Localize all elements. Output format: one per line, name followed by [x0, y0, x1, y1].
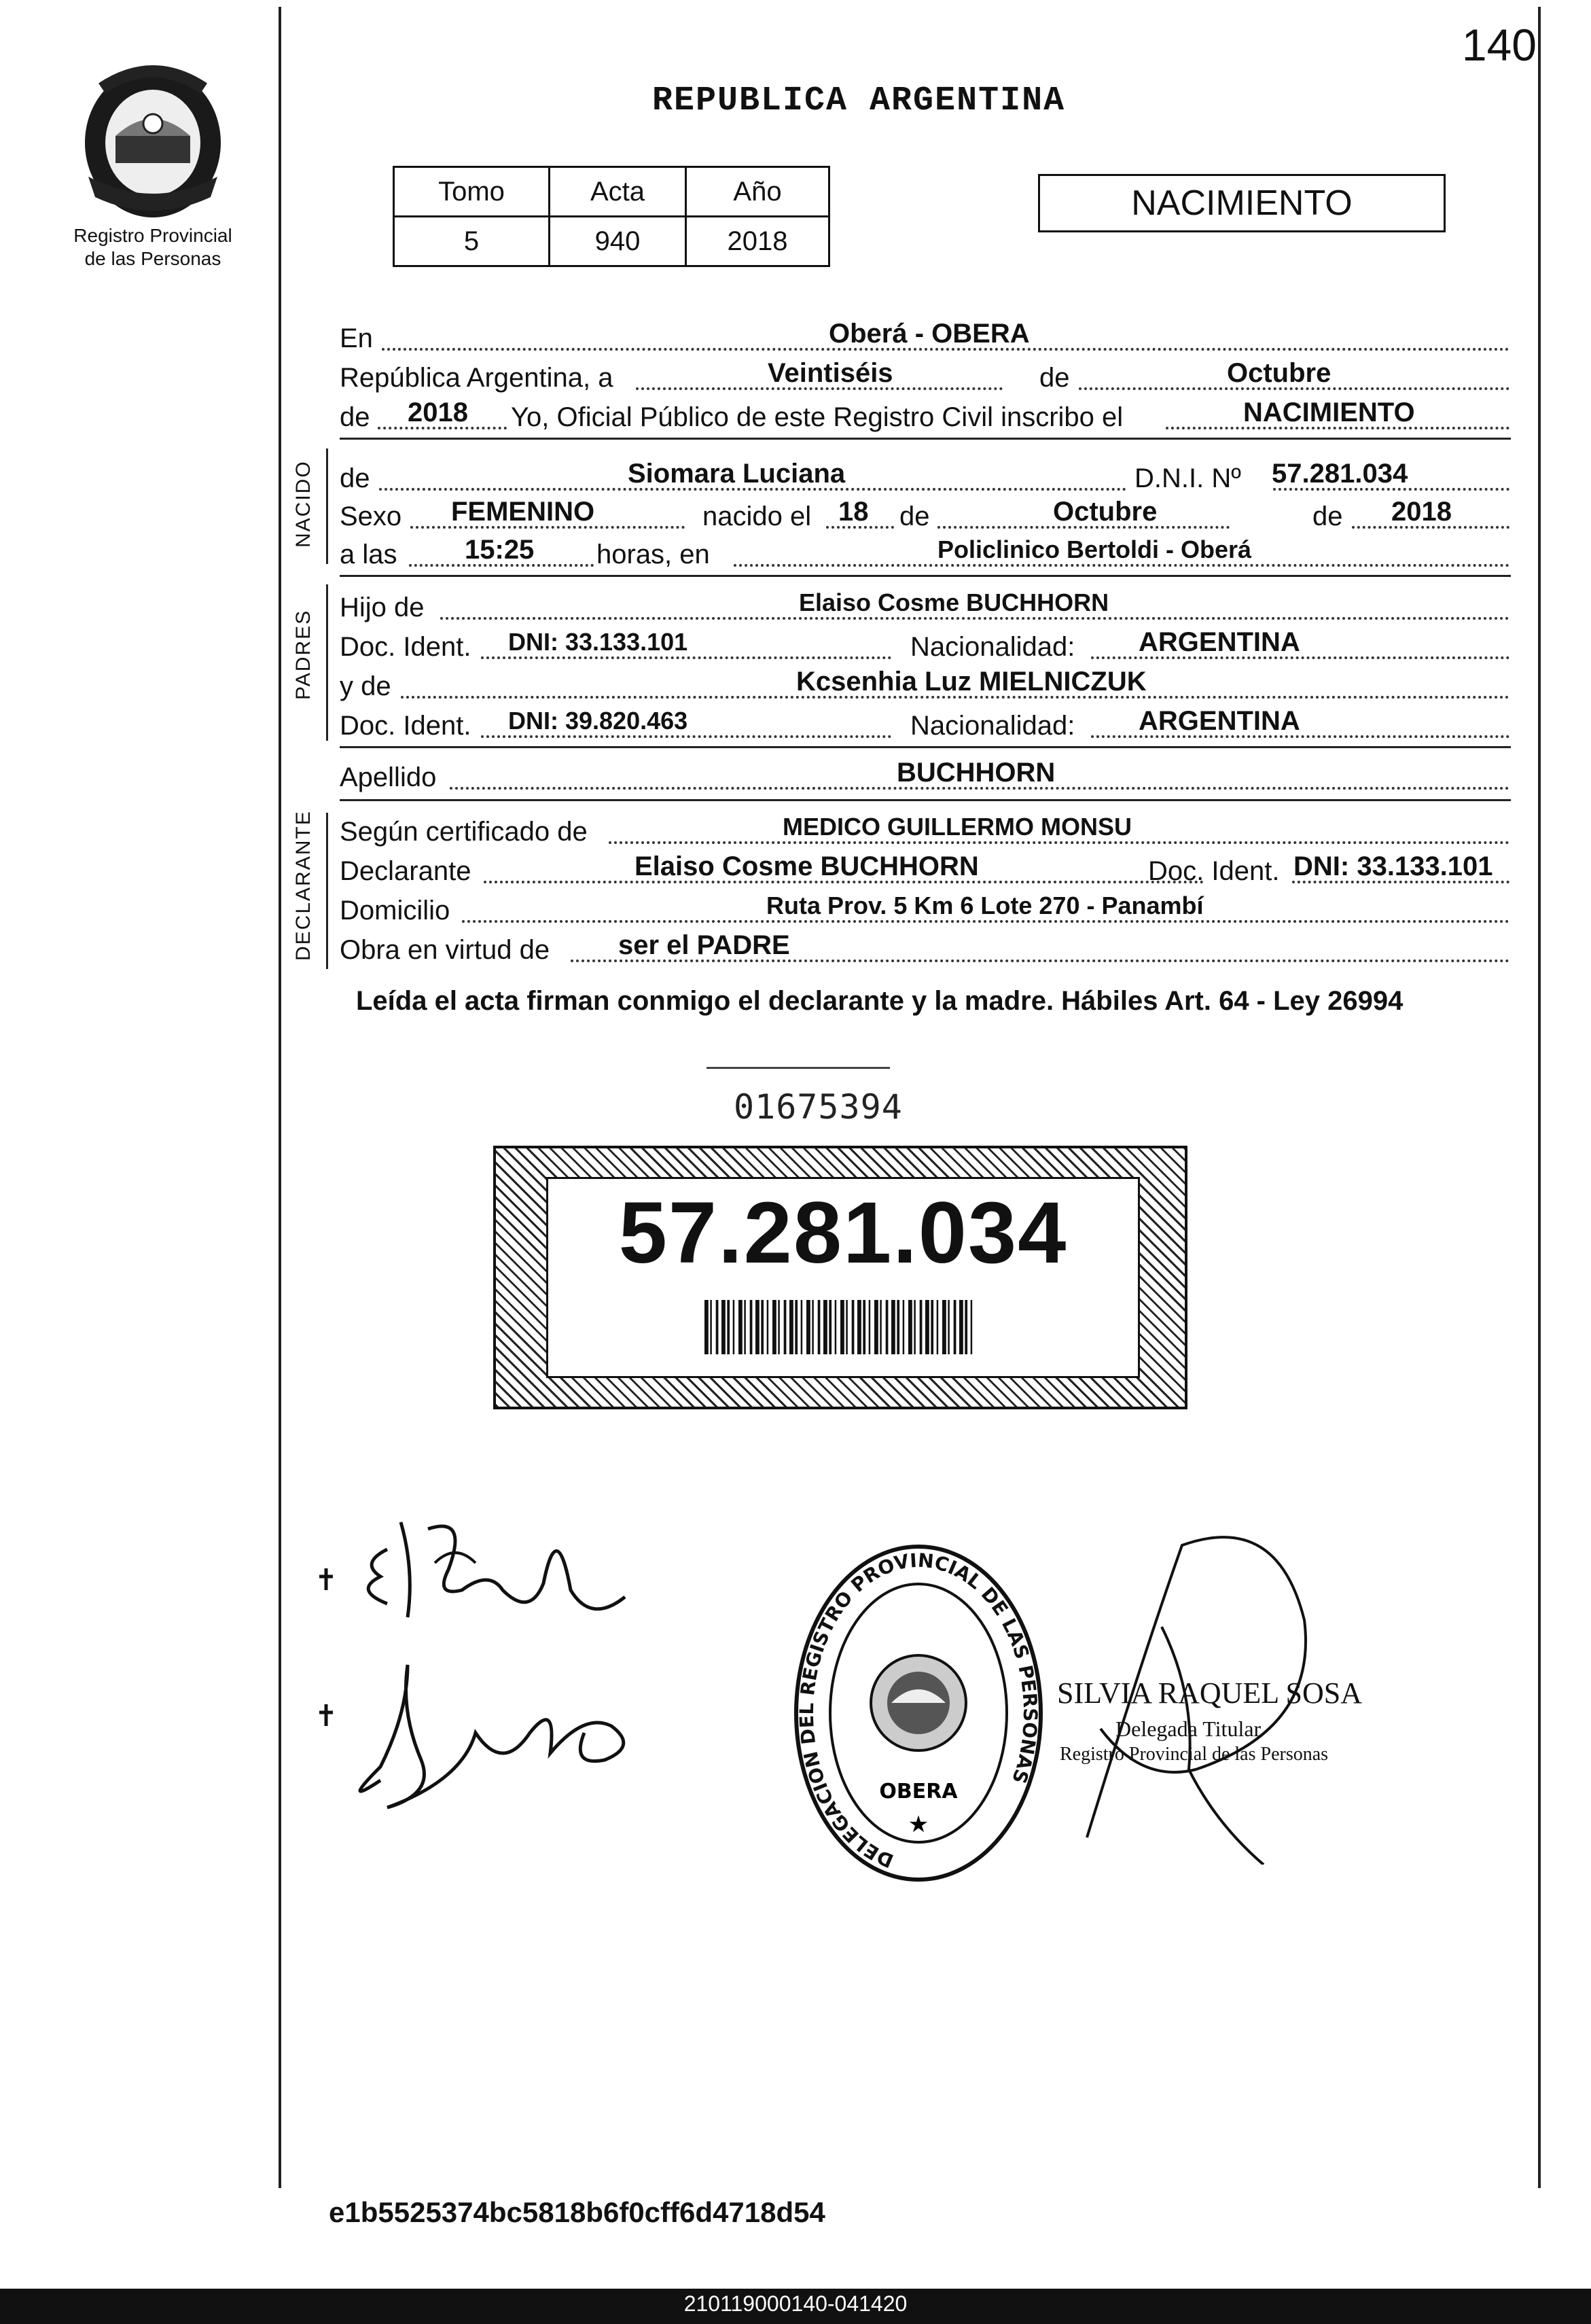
- de2-label: de: [340, 402, 370, 432]
- doc1-label: Doc. Ident.: [340, 632, 471, 662]
- row-certificado: [340, 809, 1511, 848]
- sticker-panel: [546, 1177, 1140, 1378]
- nac2-label: Nacionalidad:: [910, 711, 1075, 741]
- official-name: SILVIA RAQUEL SOSA: [1057, 1676, 1363, 1710]
- horas-label: horas, en: [596, 540, 710, 569]
- inscribo-label: Yo, Oficial Público de este Registro Civil inscribo el: [511, 402, 1124, 432]
- section-label-nacido: NACIDO: [292, 460, 315, 548]
- acta-header: Acta: [550, 167, 686, 217]
- barcode-bar: [806, 1300, 810, 1354]
- separator: [340, 438, 1511, 440]
- barcode-bar: [772, 1300, 776, 1354]
- registry-caption-line1: Registro Provincial: [73, 225, 232, 246]
- row-apellido: [340, 754, 1511, 794]
- record-type-box: NACIMIENTO: [1038, 174, 1446, 232]
- domicilio-value: Ruta Prov. 5 Km 6 Lote 270 - Panambí: [766, 892, 1204, 919]
- barcode-bar: [908, 1300, 912, 1354]
- doc2-label: Doc. Ident.: [340, 711, 471, 741]
- official-role: Delegada Titular: [1115, 1716, 1262, 1741]
- barcode-bar: [886, 1300, 889, 1354]
- anio-header: Año: [686, 167, 829, 217]
- lugar-value: Policlinico Bertoldi - Oberá: [937, 535, 1252, 563]
- mother-signature: [299, 1644, 679, 1821]
- certificado-label: Según certificado de: [340, 817, 588, 847]
- barcode-bar: [840, 1300, 844, 1354]
- nombre-label: de: [340, 463, 370, 493]
- hijo-label: Hijo de: [340, 593, 425, 622]
- en-value: Oberá - OBERA: [829, 319, 1030, 349]
- row-inscribo: [340, 394, 1511, 434]
- document-hash: e1b5525374bc5818b6f0cff6d4718d54: [329, 2196, 825, 2228]
- official-office: Registro Provincial de las Personas: [1060, 1744, 1329, 1765]
- row-en: [340, 315, 1511, 355]
- barcode-bar: [835, 1300, 837, 1354]
- registry-caption: [41, 224, 265, 270]
- official-stamp: [789, 1540, 1048, 1886]
- barcode-bar: [897, 1300, 899, 1354]
- nac1-label: Nacionalidad:: [910, 632, 1075, 662]
- barcode-bar: [942, 1300, 946, 1354]
- left-margin-line: [279, 7, 281, 2188]
- dia-value: Veintiséis: [768, 358, 893, 388]
- tomo-value: 5: [394, 217, 550, 266]
- dni-label: D.N.I. Nº: [1134, 463, 1241, 493]
- anio-value: 2018: [686, 217, 829, 266]
- stamp-ring-text: DELEGACION DEL REGISTRO PROVINCIAL DE LAS PERSONAS: [795, 1549, 1042, 1873]
- barcode-bar: [891, 1300, 895, 1354]
- barcode-bar: [733, 1300, 735, 1354]
- nacido-dia: 18: [838, 497, 869, 527]
- sticker-dni-number: 57.281.034: [618, 1184, 1068, 1282]
- barcode-bar: [925, 1300, 929, 1354]
- barcode-bar: [710, 1300, 712, 1354]
- barcode-bar: [874, 1300, 878, 1354]
- barcode-bar: [750, 1300, 753, 1354]
- barcode-bar: [784, 1300, 787, 1354]
- nacido-mes: Octubre: [1053, 497, 1158, 527]
- separator: [340, 799, 1511, 801]
- barcode: [704, 1300, 976, 1354]
- alas-label: a las: [340, 540, 397, 569]
- barcode-bar: [920, 1300, 923, 1354]
- row-obra: [340, 927, 1511, 966]
- barcode-bar: [721, 1300, 726, 1354]
- page-number: 140: [1461, 20, 1537, 70]
- hora-value: 15:25: [465, 535, 535, 565]
- nacido-anio: 2018: [1391, 497, 1452, 527]
- mes-value: Octubre: [1227, 358, 1331, 388]
- nac2-value: ARGENTINA: [1139, 706, 1300, 736]
- row-hora: [340, 531, 1511, 571]
- apellido-value: BUCHHORN: [897, 758, 1056, 788]
- dni-sticker: [493, 1146, 1187, 1409]
- barcode-bar: [823, 1300, 827, 1354]
- barcode-bar: [863, 1300, 865, 1354]
- padre-value: Elaiso Cosme BUCHHORN: [799, 588, 1109, 616]
- obra-label: Obra en virtud de: [340, 935, 550, 965]
- nacido-label: nacido el: [702, 501, 812, 531]
- apellido-label: Apellido: [340, 762, 437, 792]
- footer-code: 210119000140-041420: [683, 2291, 908, 2316]
- barcode-bar: [948, 1300, 950, 1354]
- row-declarante: [340, 848, 1511, 887]
- barcode-bar: [801, 1300, 803, 1354]
- barcode-bar: [761, 1300, 764, 1354]
- row-doc-madre: [340, 703, 1511, 742]
- section-bracket: [326, 584, 328, 741]
- barcode-bar: [795, 1300, 798, 1354]
- nombre-value: Siomara Luciana: [628, 459, 846, 489]
- separator: [340, 746, 1511, 748]
- row-fecha: [340, 355, 1511, 394]
- dni-value: 57.281.034: [1272, 459, 1408, 489]
- barcode-bar: [857, 1300, 861, 1354]
- barcode-bar: [971, 1300, 973, 1354]
- barcode-bar: [965, 1300, 967, 1354]
- tomo-header: Tomo: [394, 167, 550, 217]
- separator: [340, 575, 1511, 577]
- barcode-bar: [716, 1300, 719, 1354]
- nacido-de2-label: de: [1312, 501, 1343, 531]
- barcode-bar: [727, 1300, 730, 1354]
- section-bracket: [326, 448, 328, 564]
- de-label: de: [1039, 363, 1070, 393]
- section-bracket: [326, 813, 328, 969]
- nacido-de-label: de: [899, 501, 930, 531]
- barcode-bar: [954, 1300, 957, 1354]
- declarante-value: Elaiso Cosme BUCHHORN: [634, 851, 979, 881]
- legal-text: Leída el acta firman conmigo el declarante y la madre. Hábiles Art. 64 - Ley 26994: [356, 986, 1404, 1016]
- barcode-bar: [755, 1300, 759, 1354]
- anio-value-text: 2018: [408, 398, 468, 427]
- serial-rule: [707, 1067, 890, 1069]
- row-padre: [340, 584, 1511, 624]
- stamp-star-icon: ★: [908, 1812, 929, 1837]
- madre-value: Kcsenhia Luz MIELNICZUK: [796, 667, 1147, 697]
- row-madre: [340, 663, 1511, 703]
- barcode-bar: [852, 1300, 855, 1354]
- sexo-label: Sexo: [340, 501, 402, 531]
- barcode-bar: [846, 1300, 848, 1354]
- barcode-bar: [903, 1300, 905, 1354]
- inscribo-value: NACIMIENTO: [1243, 398, 1415, 427]
- row-domicilio: [340, 887, 1511, 927]
- section-label-padres: PADRES: [292, 609, 315, 700]
- sexo-value: FEMENINO: [451, 497, 595, 527]
- barcode-bar: [818, 1300, 821, 1354]
- row-sexo: [340, 493, 1511, 533]
- yde-label: y de: [340, 671, 391, 701]
- barcode-bar: [704, 1300, 709, 1354]
- barcode-bar: [778, 1300, 780, 1354]
- barcode-bar: [767, 1300, 769, 1354]
- obra-value: ser el PADRE: [618, 930, 790, 960]
- right-margin-line: [1538, 7, 1541, 2188]
- section-label-declarante: DECLARANTE: [292, 810, 315, 961]
- doc1-value: DNI: 33.133.101: [508, 628, 688, 656]
- certificado-value: MEDICO GUILLERMO MONSU: [783, 813, 1132, 841]
- declarante-label: Declarante: [340, 856, 471, 886]
- en-label: En: [340, 323, 373, 353]
- registry-caption-line2: de las Personas: [84, 248, 221, 269]
- register-table: [393, 166, 830, 267]
- doc2-value: DNI: 39.820.463: [508, 707, 688, 735]
- domicilio-label: Domicilio: [340, 896, 450, 926]
- barcode-bar: [829, 1300, 832, 1354]
- acta-value: 940: [550, 217, 686, 266]
- decl-doc-label: Doc. Ident.: [1148, 856, 1280, 886]
- republica-label: República Argentina, a: [340, 363, 613, 393]
- serial-number: 01675394: [734, 1087, 903, 1127]
- nac1-value: ARGENTINA: [1139, 627, 1300, 657]
- document-title: REPUBLICA ARGENTINA: [652, 82, 1066, 120]
- barcode-bar: [880, 1300, 882, 1354]
- barcode-bar: [744, 1300, 746, 1354]
- row-doc-padre: [340, 624, 1511, 663]
- barcode-bar: [869, 1300, 871, 1354]
- barcode-bar: [937, 1300, 939, 1354]
- decl-doc-value: DNI: 33.133.101: [1293, 851, 1493, 881]
- barcode-bar: [914, 1300, 916, 1354]
- barcode-bar: [931, 1300, 933, 1354]
- barcode-bar: [812, 1300, 814, 1354]
- declarant-signature: [299, 1488, 652, 1644]
- barcode-bar: [789, 1300, 793, 1354]
- row-nombre: [340, 455, 1511, 495]
- barcode-bar: [959, 1300, 963, 1354]
- stamp-city: OBERA: [879, 1780, 958, 1803]
- barcode-bar: [738, 1300, 743, 1354]
